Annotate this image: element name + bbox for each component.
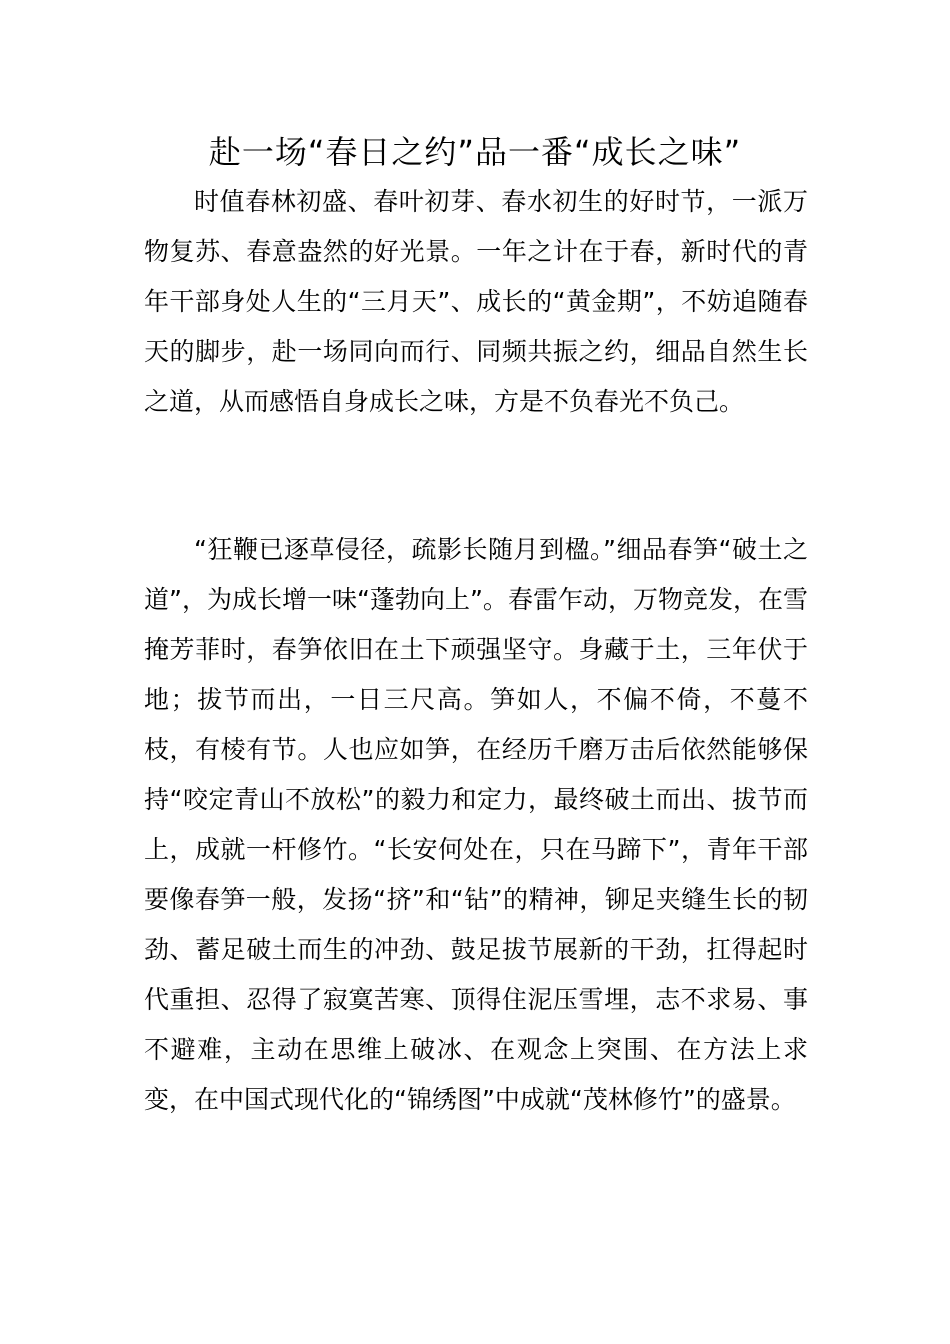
paragraph-spring-bamboo: “狂鞭已逐草侵径，疏影长随月到楹。”细品春笋“破土之道”，为成长增一味“蓬勃向上”。春雷乍动，万物竞发，在雪掩芳菲时，春笋依旧在土下顽强坚守。身藏于土，三年伏于地；拔节而出，一日三尺高。笋如人，不偏不倚，不蔓不枝，有棱有节。人也应如笋，在经历千磨万击后依然能够保持“咬定青山不放松”的毅力和定力，最终破土而出、拔节而上，成就一杆修竹。“长安何处在，只在马蹄下”，青年干部要像春笋一般，发扬“挤”和“钻”的精神，铆足夹缝生长的韧劲、蓄足破土而生的冲劲、鼓足拔节展新的干劲，扛得起时代重担、忍得了寂寞苦寒、顶得住泥压雪埋，志不求易、事不避难，主动在思维上破冰、在观念上突围、在方法上求变，在中国式现代化的“锦绣图”中成就“茂林修竹”的盛景。: [144, 535, 808, 1114]
document-title: 赴一场“春日之约”品一番“成长之味”: [208, 133, 742, 171]
paragraph-intro: 时值春林初盛、春叶初芽、春水初生的好时节，一派万物复苏、春意盎然的好光景。一年之计在于春，新时代的青年干部身处人生的“三月天”、成长的“黄金期”，不妨追随春天的脚步，赴一场同向而行、同频共振之约，细品自然生长之道，从而感悟自身成长之味，方是不负春光不负己。: [144, 187, 808, 416]
